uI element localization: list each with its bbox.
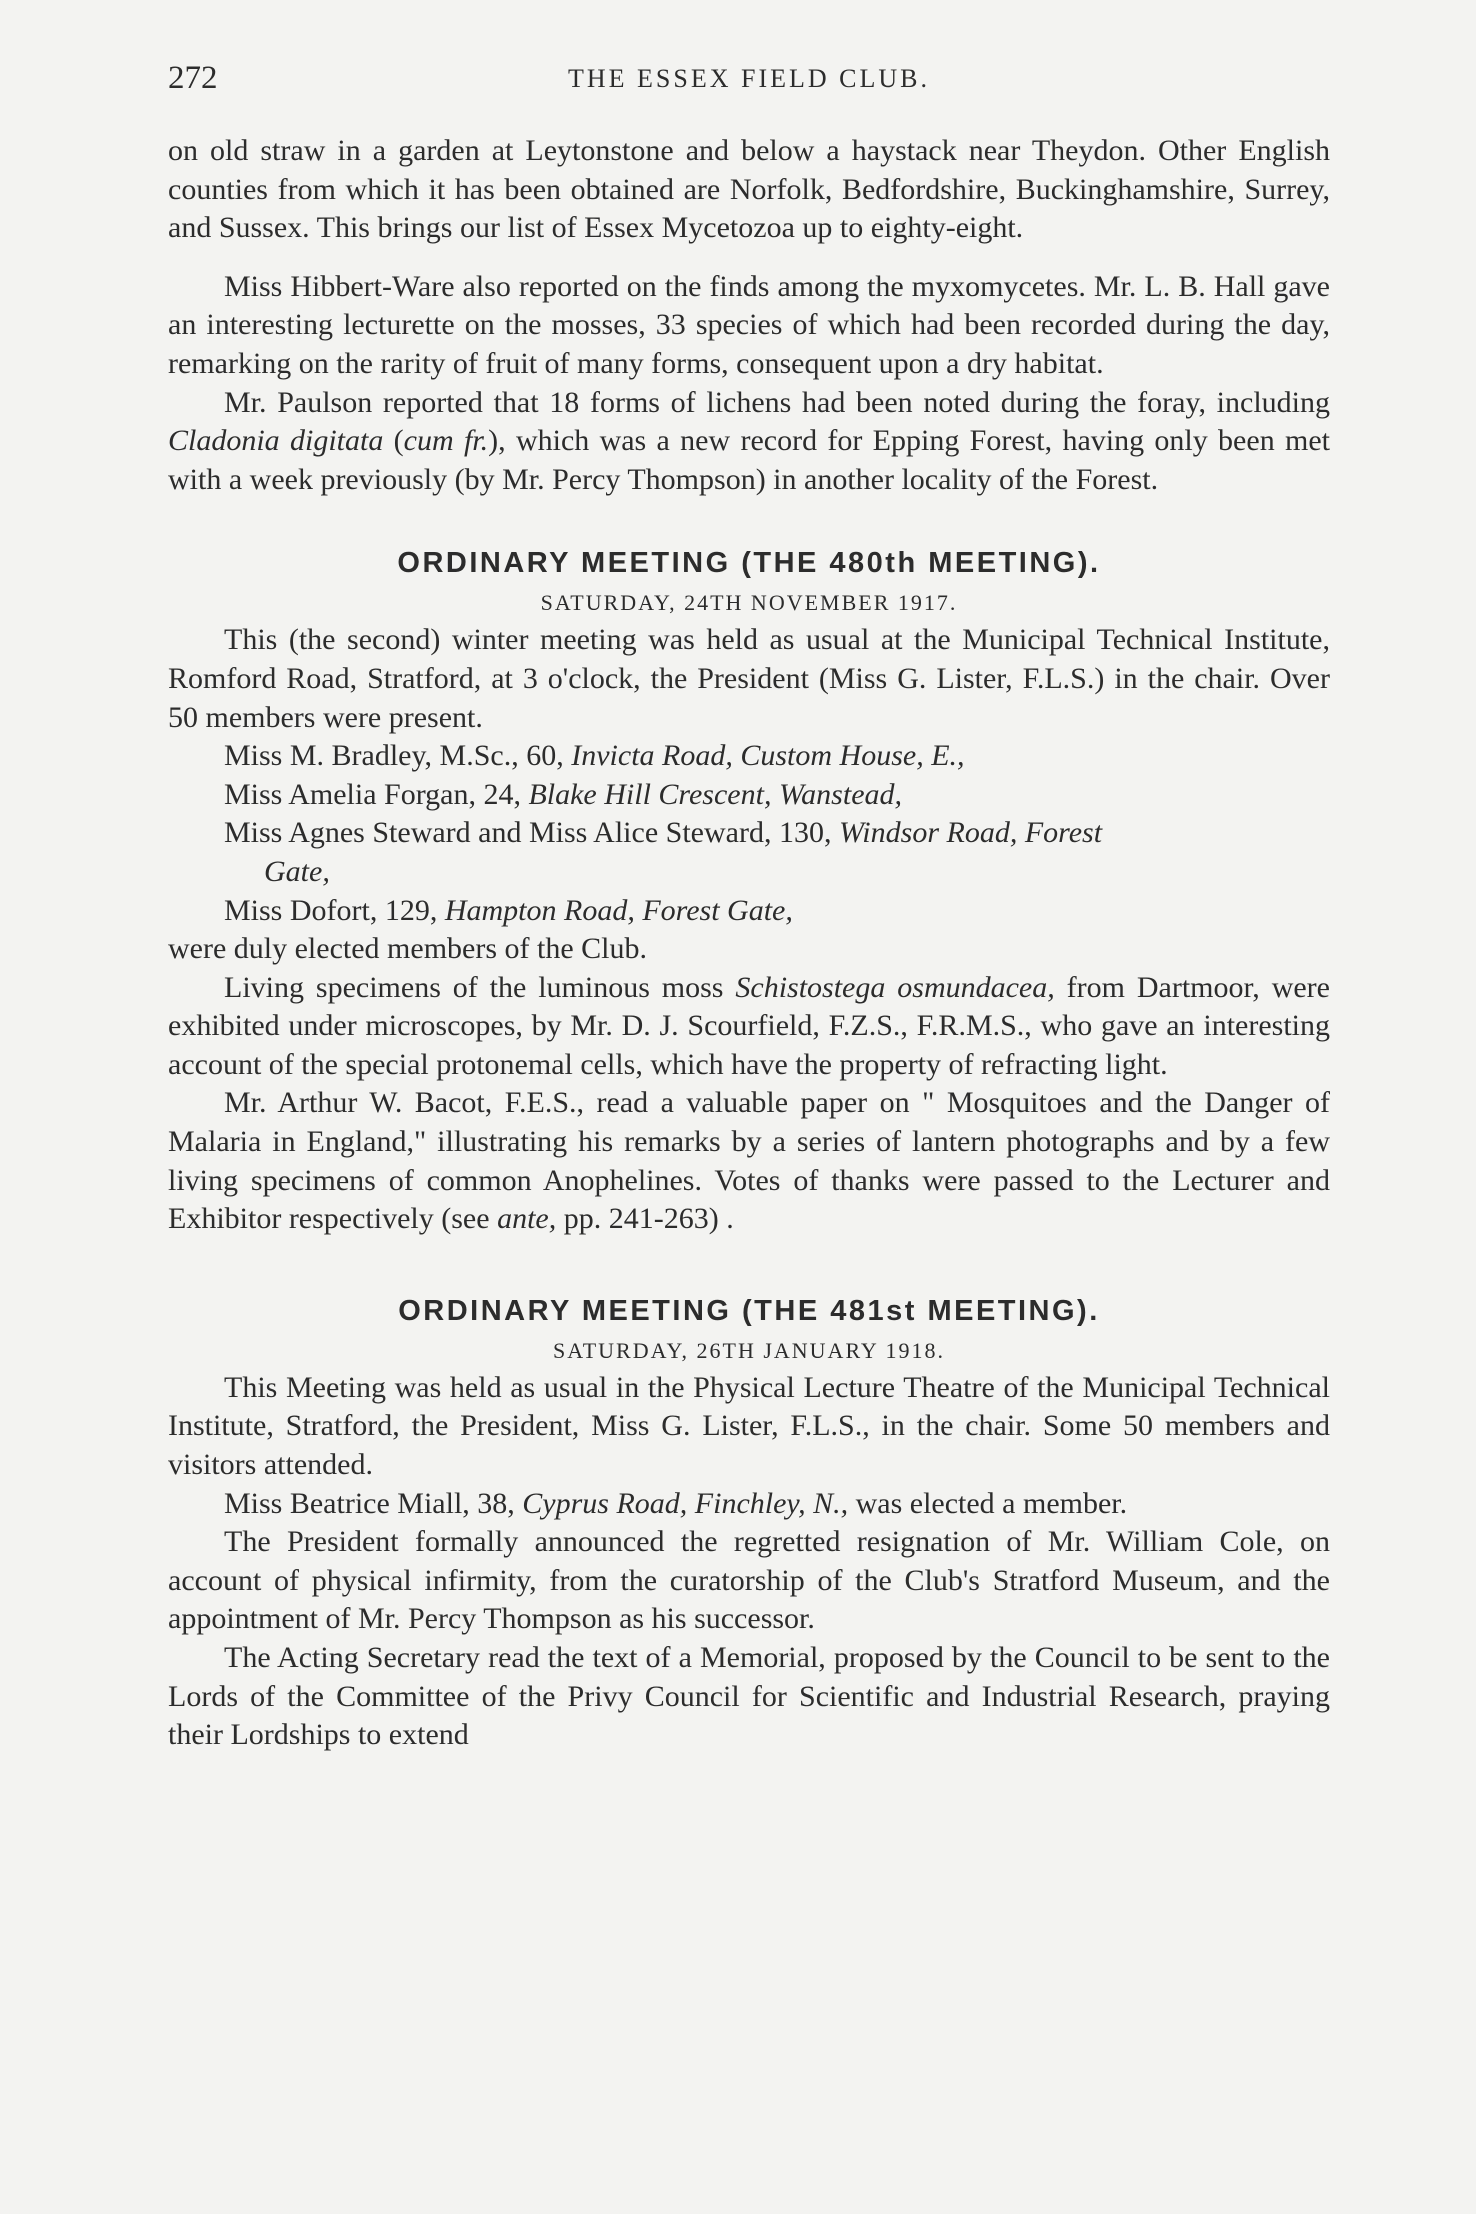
member-name: Miss Dofort, 129,: [224, 893, 445, 927]
latin-phrase: cum fr.: [403, 424, 489, 458]
text-run: pp. 241-263) .: [556, 1202, 734, 1236]
member-address: Cyprus Road, Finchley, N.,: [522, 1486, 849, 1520]
member-address-continued: Gate,: [264, 854, 330, 888]
member-name: Miss Agnes Steward and Miss Alice Steward, 130,: [224, 816, 839, 850]
text-run: Mr. Arthur W. Bacot, F.E.S., read a valuable paper on " Mosquitoes and the Danger of Malaria in England," illustrating his remarks by a series of lantern photographs and by a few living specimens of common Anophelines. Votes of thanks were passed to the Lecturer and Exhibitor respectively (see: [168, 1086, 1330, 1236]
running-title: THE ESSEX FIELD CLUB.: [568, 64, 930, 93]
elected-statement: were duly elected members of the Club.: [168, 932, 648, 966]
species-name: Schistostega osmundacea,: [735, 970, 1055, 1004]
paragraph-meeting-480-3: [168, 1084, 1330, 1238]
meeting-date-481: SATURDAY, 26TH JANUARY 1918.: [553, 1337, 945, 1363]
member-name: Miss M. Bradley, M.Sc., 60,: [224, 739, 572, 773]
member-address: Windsor Road, Forest: [838, 816, 1103, 850]
paragraph-meeting-481-2: [168, 1485, 1330, 1524]
member-address: Invicta Road, Custom House, E.,: [571, 739, 965, 773]
member-name: Miss Amelia Forgan, 24,: [224, 777, 529, 811]
paragraph-meeting-480-2: [168, 969, 1330, 1085]
text-run: ), which was a new record for Epping Forest, having only been met with a week previously (by Mr. Percy Thompson) in another locality of the Forest.: [168, 424, 1330, 496]
paragraph-meeting-481-4: The Acting Secretary read the text of a Memorial, proposed by the Council to be sent to the Lords of the Committee of the Privy Council for Scientific and Industrial Research, praying their Lordships to extend: [168, 1641, 1330, 1752]
meeting-heading-480: ORDINARY MEETING (THE 480th MEETING).: [397, 547, 1101, 580]
member-entry: [168, 737, 1330, 776]
paragraph-intro-1: on old straw in a garden at Leytonstone and below a haystack near Theydon. Other English counties from which it has been obtained are Norfolk, Bedfordshire, Buckinghamshire, Surrey, and Sussex. This brings our list of Essex Mycetozoa up to eighty-eight.: [168, 134, 1330, 245]
text-run: Miss Beatrice Miall, 38,: [224, 1486, 523, 1520]
member-address: Blake Hill Crescent, Wanstead,: [528, 777, 903, 811]
member-entry: [168, 814, 1330, 891]
species-name: Cladonia digitata: [168, 424, 384, 458]
page-body: [168, 132, 1330, 1755]
paragraph-meeting-481-1: This Meeting was held as usual in the Physical Lecture Theatre of the Municipal Technical Institute, Stratford, the President, Miss G. Lister, F.L.S., in the chair. Some 50 members and visitors attended.: [168, 1370, 1330, 1482]
page-number: 272: [168, 60, 218, 96]
meeting-date-480: SATURDAY, 24TH NOVEMBER 1917.: [540, 590, 958, 616]
paragraph-intro-2: Miss Hibbert-Ware also reported on the finds among the myxomycetes. Mr. L. B. Hall gave an interesting lecturette on the mosses, 33 species of which had been recorded during the day, remarking on the rarity of fruit of many forms, consequent upon a dry habitat.: [168, 269, 1330, 380]
latin-reference: ante,: [497, 1202, 557, 1236]
meeting-heading-481: ORDINARY MEETING (THE 481st MEETING).: [398, 1294, 1100, 1327]
text-run: Living specimens of the luminous moss: [224, 970, 736, 1004]
member-entry: [168, 892, 1330, 931]
page-header: [168, 60, 1330, 110]
text-run: (: [383, 424, 404, 458]
text-run: was elected a member.: [848, 1486, 1128, 1520]
paragraph-meeting-480-1: This (the second) winter meeting was held as usual at the Municipal Technical Institute, Romford Road, Stratford, at 3 o'clock, the President (Miss G. Lister, F.L.S.) in the chair. Over 50 members were present.: [168, 623, 1330, 734]
text-run: Mr. Paulson reported that 18 forms of lichens had been noted during the foray, including: [224, 385, 1330, 419]
paragraph-intro-3: [168, 384, 1330, 500]
paragraph-meeting-481-3: The President formally announced the regretted resignation of Mr. William Cole, on account of physical infirmity, from the curatorship of the Club's Stratford Museum, and the appointment of Mr. Percy Thompson as his successor.: [168, 1525, 1330, 1636]
member-address: Hampton Road, Forest Gate,: [444, 893, 793, 927]
member-entry: [168, 776, 1330, 815]
text-run: from Dartmoor, were exhibited under microscopes, by Mr. D. J. Scourfield, F.Z.S., F.R.M.S., who gave an interesting account of the special protonemal cells, which have the property of refracting light.: [168, 970, 1330, 1081]
